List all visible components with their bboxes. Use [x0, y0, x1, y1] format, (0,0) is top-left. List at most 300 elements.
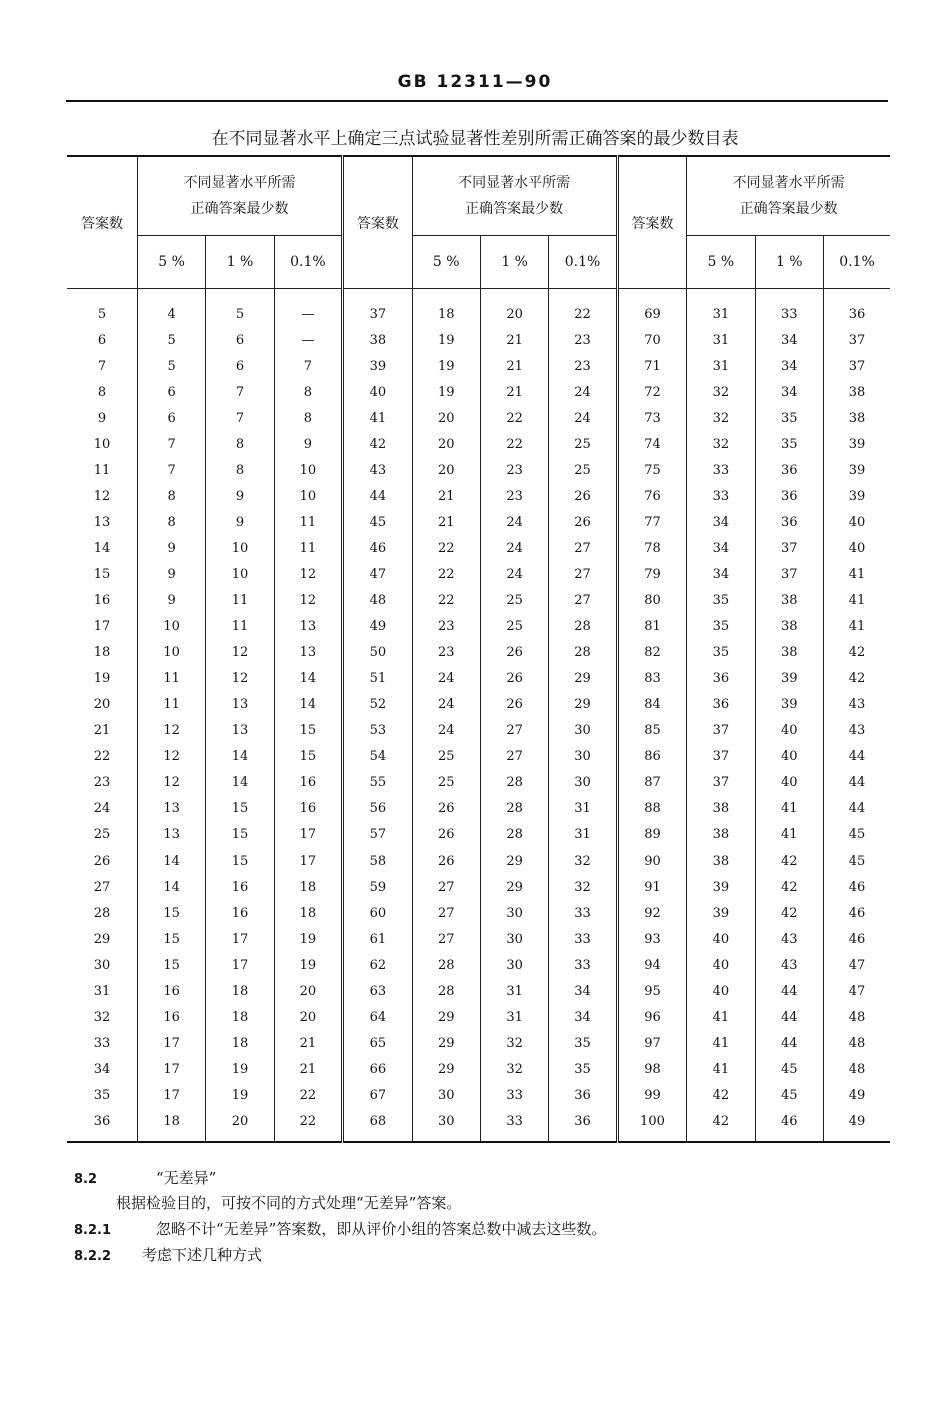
min-correct-cell: 20: [274, 1004, 342, 1030]
min-correct-cell: 42: [823, 666, 890, 692]
min-correct-cell: 38: [755, 588, 823, 614]
answer-count-cell: 95: [617, 978, 686, 1004]
answer-count-cell: 46: [343, 535, 412, 561]
min-correct-cell: 23: [549, 353, 617, 379]
min-correct-cell: 8: [137, 509, 205, 535]
min-correct-cell: 13: [206, 692, 274, 718]
min-correct-cell: 42: [823, 640, 890, 666]
min-correct-cell: 39: [687, 900, 755, 926]
min-correct-cell: 33: [549, 900, 617, 926]
answer-count-cell: 84: [617, 692, 686, 718]
answer-count-cell: 7: [67, 353, 137, 379]
answer-count-cell: 19: [67, 666, 137, 692]
answer-count-cell: 40: [343, 379, 412, 405]
min-correct-cell: 12: [274, 561, 342, 587]
min-correct-cell: 38: [687, 822, 755, 848]
min-correct-cell: 44: [823, 796, 890, 822]
min-correct-cell: 46: [755, 1108, 823, 1141]
table-row: [67, 1004, 890, 1030]
min-correct-cell: 46: [823, 874, 890, 900]
table-row: [67, 1082, 890, 1108]
answer-count-cell: 25: [67, 822, 137, 848]
min-correct-cell: 43: [823, 692, 890, 718]
min-correct-cell: 18: [274, 874, 342, 900]
min-correct-cell: 10: [274, 457, 342, 483]
min-correct-cell: 39: [687, 874, 755, 900]
table-title: 在不同显著水平上确定三点试验显著性差别所需正确答案的最少数目表: [211, 129, 739, 149]
min-correct-cell: 11: [206, 614, 274, 640]
level-0.1pct-header: 0.1%: [549, 236, 617, 289]
min-correct-cell: 17: [137, 1056, 205, 1082]
answer-count-cell: 42: [343, 431, 412, 457]
answer-count-cell: 93: [617, 926, 686, 952]
answer-count-cell: 78: [617, 535, 686, 561]
min-correct-cell: 16: [274, 770, 342, 796]
min-correct-cell: 15: [206, 796, 274, 822]
min-correct-cell: 8: [274, 379, 342, 405]
min-correct-cell: 33: [687, 457, 755, 483]
answer-count-cell: 53: [343, 718, 412, 744]
min-correct-cell: 41: [687, 1056, 755, 1082]
table-container: [67, 155, 890, 1143]
answer-count-cell: 62: [343, 952, 412, 978]
min-correct-cell: 12: [206, 640, 274, 666]
min-correct-cell: 19: [206, 1082, 274, 1108]
level-group-header: [412, 156, 617, 236]
min-correct-cell: 25: [480, 588, 548, 614]
min-correct-cell: 28: [480, 796, 548, 822]
table-row: [67, 379, 890, 405]
min-correct-cell: 36: [687, 692, 755, 718]
answer-count-cell: 94: [617, 952, 686, 978]
answers-header: 答案数: [343, 156, 412, 289]
min-correct-cell: 19: [412, 327, 480, 353]
document-header: GB 12311—90: [397, 72, 553, 92]
answer-count-cell: 13: [67, 509, 137, 535]
answer-count-cell: 85: [617, 718, 686, 744]
answer-count-cell: 28: [67, 900, 137, 926]
table-row: [67, 744, 890, 770]
min-correct-cell: 39: [755, 692, 823, 718]
group-header-line1: 不同显著水平所需: [183, 175, 296, 191]
min-correct-cell: 32: [687, 431, 755, 457]
min-correct-cell: 15: [137, 952, 205, 978]
min-correct-cell: 41: [755, 796, 823, 822]
min-correct-cell: 11: [137, 666, 205, 692]
min-correct-cell: 26: [480, 640, 548, 666]
answer-count-cell: 57: [343, 822, 412, 848]
min-correct-cell: —: [274, 327, 342, 353]
answer-count-cell: 87: [617, 770, 686, 796]
min-correct-cell: 27: [480, 744, 548, 770]
min-correct-cell: 15: [137, 926, 205, 952]
min-correct-cell: 17: [137, 1082, 205, 1108]
min-correct-cell: 21: [274, 1056, 342, 1082]
min-correct-cell: 5: [137, 353, 205, 379]
min-correct-cell: 18: [412, 289, 480, 328]
answer-count-cell: 20: [67, 692, 137, 718]
min-correct-cell: 43: [755, 926, 823, 952]
section-text: “无差异”: [156, 1169, 217, 1187]
answer-count-cell: 24: [67, 796, 137, 822]
min-correct-cell: 35: [687, 614, 755, 640]
answer-count-cell: 18: [67, 640, 137, 666]
answer-count-cell: 43: [343, 457, 412, 483]
min-correct-cell: 32: [549, 848, 617, 874]
min-correct-cell: 41: [755, 822, 823, 848]
min-correct-cell: 15: [206, 848, 274, 874]
min-correct-cell: 40: [687, 978, 755, 1004]
answer-count-cell: 32: [67, 1004, 137, 1030]
min-correct-cell: 32: [687, 405, 755, 431]
min-correct-cell: 33: [687, 483, 755, 509]
min-correct-cell: 34: [755, 327, 823, 353]
answer-count-cell: 72: [617, 379, 686, 405]
table-row: [67, 952, 890, 978]
min-correct-cell: 48: [823, 1004, 890, 1030]
min-correct-cell: 14: [274, 666, 342, 692]
min-correct-cell: 39: [823, 483, 890, 509]
min-correct-cell: 14: [137, 848, 205, 874]
min-correct-cell: 33: [549, 926, 617, 952]
min-correct-cell: 28: [412, 978, 480, 1004]
min-correct-cell: 17: [137, 1030, 205, 1056]
min-correct-cell: 46: [823, 926, 890, 952]
min-correct-cell: 49: [823, 1082, 890, 1108]
answer-count-cell: 9: [67, 405, 137, 431]
min-correct-cell: 45: [823, 848, 890, 874]
table-row: [67, 692, 890, 718]
min-correct-cell: 35: [687, 588, 755, 614]
min-correct-cell: 48: [823, 1056, 890, 1082]
min-correct-cell: 40: [687, 952, 755, 978]
min-correct-cell: 11: [206, 588, 274, 614]
table-row: [67, 1030, 890, 1056]
min-correct-cell: 25: [480, 614, 548, 640]
table-row: [67, 874, 890, 900]
answer-count-cell: 27: [67, 874, 137, 900]
section-paragraph: [116, 1192, 461, 1213]
answer-count-cell: 91: [617, 874, 686, 900]
answer-count-cell: 58: [343, 848, 412, 874]
answer-count-cell: 29: [67, 926, 137, 952]
answer-count-cell: 67: [343, 1082, 412, 1108]
answer-count-cell: 38: [343, 327, 412, 353]
min-correct-cell: 31: [549, 796, 617, 822]
min-correct-cell: 36: [755, 483, 823, 509]
min-correct-cell: 13: [137, 796, 205, 822]
answer-count-cell: 98: [617, 1056, 686, 1082]
min-correct-cell: 7: [137, 431, 205, 457]
min-correct-cell: 45: [755, 1056, 823, 1082]
min-correct-cell: 9: [206, 509, 274, 535]
min-correct-cell: 10: [206, 535, 274, 561]
min-correct-cell: 36: [687, 666, 755, 692]
min-correct-cell: 47: [823, 978, 890, 1004]
min-correct-cell: 27: [549, 561, 617, 587]
min-correct-cell: 39: [755, 666, 823, 692]
section-text: 考虑下述几种方式: [142, 1246, 263, 1264]
min-correct-cell: 22: [480, 431, 548, 457]
answer-count-cell: 6: [67, 327, 137, 353]
min-correct-cell: 36: [549, 1108, 617, 1141]
min-correct-cell: 28: [480, 822, 548, 848]
min-correct-cell: 26: [412, 796, 480, 822]
min-correct-cell: 7: [206, 405, 274, 431]
answer-count-cell: 22: [67, 744, 137, 770]
min-correct-cell: 26: [549, 483, 617, 509]
min-correct-cell: 34: [549, 1004, 617, 1030]
min-correct-cell: 6: [206, 353, 274, 379]
table-row: [67, 289, 890, 328]
min-correct-cell: 15: [274, 744, 342, 770]
min-correct-cell: 12: [206, 666, 274, 692]
min-correct-cell: 32: [480, 1030, 548, 1056]
min-correct-cell: 22: [274, 1082, 342, 1108]
min-correct-cell: 31: [549, 822, 617, 848]
answer-count-cell: 74: [617, 431, 686, 457]
answer-count-cell: 100: [617, 1108, 686, 1141]
answer-count-cell: 79: [617, 561, 686, 587]
answer-count-cell: 37: [343, 289, 412, 328]
min-correct-cell: 48: [823, 1030, 890, 1056]
min-correct-cell: 19: [412, 353, 480, 379]
min-correct-cell: 27: [412, 874, 480, 900]
min-correct-cell: 42: [755, 874, 823, 900]
group-header-line2: 正确答案最少数: [739, 201, 838, 217]
min-correct-cell: 38: [687, 796, 755, 822]
answer-count-cell: 66: [343, 1056, 412, 1082]
min-correct-cell: 10: [274, 483, 342, 509]
min-correct-cell: 30: [480, 952, 548, 978]
level-group-header: [687, 156, 890, 236]
table-row: [67, 509, 890, 535]
min-correct-cell: 7: [206, 379, 274, 405]
min-correct-cell: 33: [755, 289, 823, 328]
min-correct-cell: 20: [412, 457, 480, 483]
min-correct-cell: 16: [206, 874, 274, 900]
answer-count-cell: 11: [67, 457, 137, 483]
min-correct-cell: 44: [755, 978, 823, 1004]
min-correct-cell: 7: [274, 353, 342, 379]
min-correct-cell: 20: [206, 1108, 274, 1141]
table-row: [67, 561, 890, 587]
min-correct-cell: 44: [823, 744, 890, 770]
answer-count-cell: 48: [343, 588, 412, 614]
min-correct-cell: 46: [823, 900, 890, 926]
min-correct-cell: 27: [412, 926, 480, 952]
min-correct-cell: 29: [480, 874, 548, 900]
min-correct-cell: 44: [755, 1004, 823, 1030]
table-row: [67, 978, 890, 1004]
answer-count-cell: 77: [617, 509, 686, 535]
table-row: [67, 640, 890, 666]
min-correct-cell: 10: [206, 561, 274, 587]
min-correct-cell: 23: [549, 327, 617, 353]
min-correct-cell: 22: [412, 535, 480, 561]
min-correct-cell: 42: [687, 1082, 755, 1108]
min-correct-cell: 31: [687, 289, 755, 328]
level-5pct-header: 5 %: [687, 236, 755, 289]
min-correct-cell: 12: [274, 588, 342, 614]
min-correct-cell: 33: [480, 1108, 548, 1141]
table-row: [67, 535, 890, 561]
min-correct-cell: 10: [137, 614, 205, 640]
answer-count-cell: 75: [617, 457, 686, 483]
min-correct-cell: 32: [549, 874, 617, 900]
min-correct-cell: 45: [823, 822, 890, 848]
table-row: [67, 796, 890, 822]
min-correct-cell: 38: [755, 640, 823, 666]
min-correct-cell: 37: [755, 535, 823, 561]
table-row: [67, 353, 890, 379]
min-correct-cell: 41: [823, 588, 890, 614]
min-correct-cell: 38: [755, 614, 823, 640]
min-correct-cell: 34: [755, 353, 823, 379]
answer-count-cell: 33: [67, 1030, 137, 1056]
min-correct-cell: 32: [687, 379, 755, 405]
min-correct-cell: 30: [549, 770, 617, 796]
min-correct-cell: 26: [480, 666, 548, 692]
min-correct-cell: 41: [687, 1004, 755, 1030]
table-row: [67, 718, 890, 744]
min-correct-cell: 11: [137, 692, 205, 718]
answer-count-cell: 34: [67, 1056, 137, 1082]
answer-count-cell: 54: [343, 744, 412, 770]
min-correct-cell: 6: [137, 379, 205, 405]
min-correct-cell: 21: [274, 1030, 342, 1056]
min-correct-cell: 47: [823, 952, 890, 978]
min-correct-cell: —: [274, 289, 342, 328]
min-correct-cell: 28: [549, 640, 617, 666]
min-correct-cell: 20: [412, 431, 480, 457]
min-correct-cell: 6: [206, 327, 274, 353]
level-5pct-header: 5 %: [137, 236, 205, 289]
answer-count-cell: 51: [343, 666, 412, 692]
min-correct-cell: 40: [755, 770, 823, 796]
min-correct-cell: 26: [549, 509, 617, 535]
table-row: [67, 822, 890, 848]
answer-count-cell: 45: [343, 509, 412, 535]
min-correct-cell: 41: [823, 561, 890, 587]
min-correct-cell: 8: [206, 431, 274, 457]
min-correct-cell: 6: [137, 405, 205, 431]
answer-count-cell: 86: [617, 744, 686, 770]
answer-count-cell: 68: [343, 1108, 412, 1141]
min-correct-cell: 37: [687, 718, 755, 744]
answer-count-cell: 17: [67, 614, 137, 640]
min-correct-cell: 14: [206, 744, 274, 770]
section-8-2-1: [74, 1218, 606, 1239]
level-1pct-header: 1 %: [480, 236, 548, 289]
table-row: [67, 405, 890, 431]
level-5pct-header: 5 %: [412, 236, 480, 289]
answer-count-cell: 12: [67, 483, 137, 509]
answer-count-cell: 82: [617, 640, 686, 666]
min-correct-cell: 18: [206, 1004, 274, 1030]
min-correct-cell: 27: [480, 718, 548, 744]
min-correct-cell: 31: [687, 353, 755, 379]
min-correct-cell: 43: [823, 718, 890, 744]
answer-count-cell: 80: [617, 588, 686, 614]
level-1pct-header: 1 %: [206, 236, 274, 289]
answer-count-cell: 44: [343, 483, 412, 509]
min-correct-cell: 40: [755, 718, 823, 744]
answer-count-cell: 36: [67, 1108, 137, 1141]
answer-count-cell: 41: [343, 405, 412, 431]
min-correct-cell: 13: [274, 614, 342, 640]
min-correct-cell: 42: [755, 900, 823, 926]
min-correct-cell: 25: [549, 457, 617, 483]
table-row: [67, 666, 890, 692]
min-correct-cell: 37: [687, 744, 755, 770]
section-text: 忽略不计“无差异”答案数，即从评价小组的答案总数中减去这些数。: [156, 1220, 607, 1238]
answer-count-cell: 5: [67, 289, 137, 328]
min-correct-cell: 23: [412, 614, 480, 640]
min-correct-cell: 24: [480, 509, 548, 535]
min-correct-cell: 31: [687, 327, 755, 353]
min-correct-cell: 23: [480, 457, 548, 483]
min-correct-cell: 29: [412, 1004, 480, 1030]
min-correct-cell: 40: [823, 535, 890, 561]
answer-count-cell: 63: [343, 978, 412, 1004]
min-correct-cell: 25: [549, 431, 617, 457]
answer-count-cell: 99: [617, 1082, 686, 1108]
min-correct-cell: 24: [412, 666, 480, 692]
min-correct-cell: 15: [137, 900, 205, 926]
min-correct-cell: 24: [412, 692, 480, 718]
answer-count-cell: 21: [67, 718, 137, 744]
min-correct-cell: 21: [412, 509, 480, 535]
answer-count-cell: 97: [617, 1030, 686, 1056]
table-row: [67, 327, 890, 353]
min-correct-cell: 26: [412, 848, 480, 874]
min-correct-cell: 30: [480, 900, 548, 926]
min-correct-cell: 16: [137, 978, 205, 1004]
min-correct-cell: 28: [549, 614, 617, 640]
table-row: [67, 431, 890, 457]
answer-count-cell: 56: [343, 796, 412, 822]
min-correct-cell: 19: [274, 926, 342, 952]
answer-count-cell: 59: [343, 874, 412, 900]
min-correct-cell: 30: [549, 744, 617, 770]
answer-count-cell: 92: [617, 900, 686, 926]
min-correct-cell: 12: [137, 744, 205, 770]
min-correct-cell: 22: [480, 405, 548, 431]
section-number: 8.2.1: [74, 1223, 112, 1238]
section-number: 8.2: [74, 1172, 98, 1187]
min-correct-cell: 38: [687, 848, 755, 874]
group-header-line2: 正确答案最少数: [190, 201, 289, 217]
min-correct-cell: 5: [206, 289, 274, 328]
section-8-2-2: [74, 1244, 262, 1265]
level-1pct-header: 1 %: [755, 236, 823, 289]
min-correct-cell: 39: [823, 457, 890, 483]
table-row: [67, 588, 890, 614]
min-correct-cell: 11: [274, 509, 342, 535]
min-correct-cell: 30: [480, 926, 548, 952]
table-row: [67, 926, 890, 952]
answer-count-cell: 73: [617, 405, 686, 431]
min-correct-cell: 40: [687, 926, 755, 952]
answer-count-cell: 88: [617, 796, 686, 822]
group-header-line1: 不同显著水平所需: [458, 175, 571, 191]
min-correct-cell: 12: [137, 718, 205, 744]
min-correct-cell: 22: [274, 1108, 342, 1141]
min-correct-cell: 43: [755, 952, 823, 978]
min-correct-cell: 8: [206, 457, 274, 483]
min-correct-cell: 44: [755, 1030, 823, 1056]
